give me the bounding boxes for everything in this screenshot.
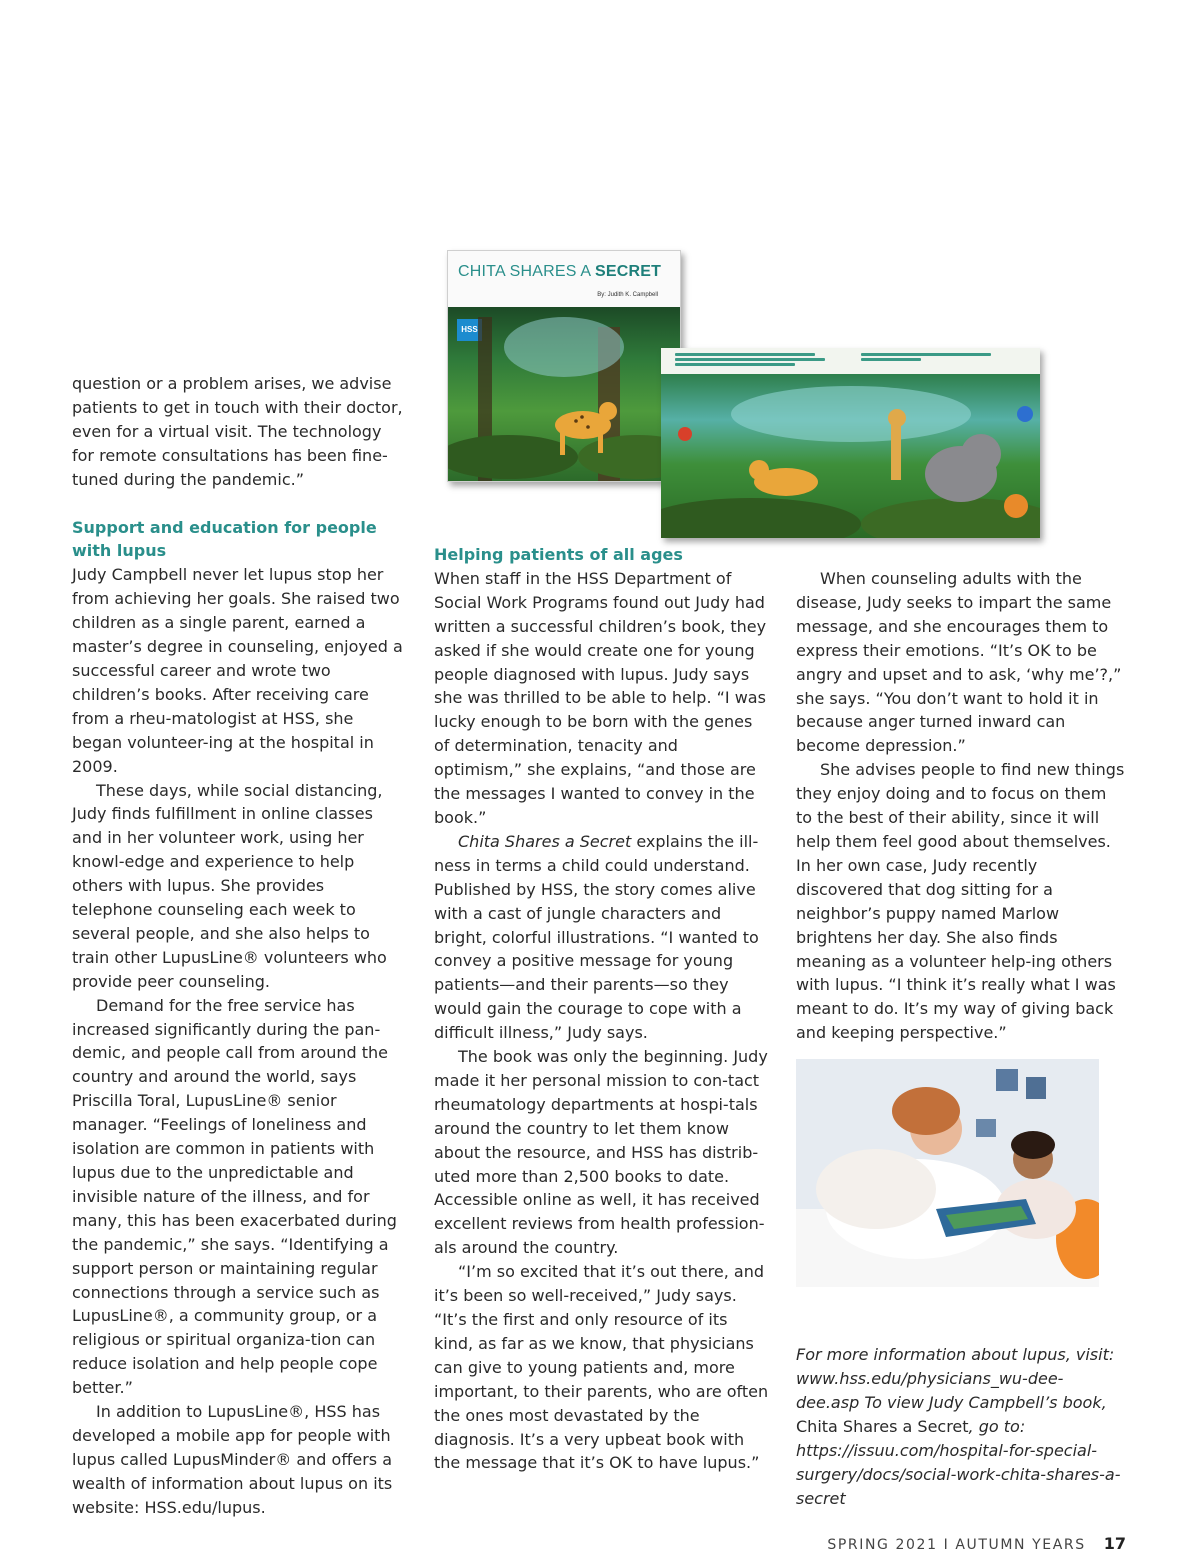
book-title: Chita Shares a Secret — [796, 1416, 969, 1436]
body-paragraph: When staff in the HSS Department of Social Work Programs found out Judy had written a successful children’s book, they asked if she would create one for young people diagnosed with lupus. Judy says she was thrilled to be able to help. “I was lucky enough to be born with the genes of determination, tenacity and optimism,” she explains, “and those are the messages I wanted to convey in the book.” — [434, 568, 767, 827]
spread-text-right — [861, 353, 1001, 371]
body-paragraph: question or a problem arises, we advise patients to get in touch with their doctor, even for a virtual visit. The technology for remote consultations has been fine-tuned during the pandemic.” — [72, 374, 403, 489]
body-paragraph: She advises people to find new things they enjoy doing and to focus on them to the best of their ability, since it will help them feel good about themselves. In her own case, Judy recently discovered that dog sitting for a neighbor’s puppy named Marlow brightens her day. She also finds meaning as a volunteer help-ing others with lupus. “I think it’s really what I was meant to do. It’s my way of giving back and keeping perspective.” — [796, 760, 1125, 1043]
publication-name: AUTUMN YEARS — [955, 1537, 1086, 1553]
body-paragraph: The book was only the beginning. Judy made it her personal mission to con-tact rheumatology departments at hospi-tals around the country to let them know about the resource, and HSS has distrib-uted more than 2,500 books to date. Accessible online as well, it has received excellent reviews from health profession-als around the country. — [434, 1047, 768, 1258]
jungle-animals-art — [661, 374, 1040, 538]
body-paragraph: When counseling adults with the disease, Judy seeks to impart the same message, and she encourages them to express their emotions. “It’s OK to be angry and upset and to ask, ‘why me’?,” she says. “You don’t want to hold it in because anger turned inward can become depression.” — [796, 569, 1122, 756]
body-paragraph: In addition to LupusLine®, HSS has developed a mobile app for people with lupus called LupusMinder® and offers a wealth of information about lupus on its website: HSS.edu/lupus. — [72, 1402, 393, 1517]
body-paragraph: Demand for the free service has increased significantly during the pan-demic, and people call from around the country and around the world, says Priscilla Toral, LupusLine® senior manager. “Feelings of loneliness and isolation are common in patients with lupus due to the unpredictable and invisible nature of the illness, and for many, this has been exacerbated during the pandemic,” she says. “Identifying a support person or maintaining regular connections through a service such as LupusLine®, a community group, or a religious or spiritual organiza-tion can reduce isolation and help people cope better.” — [72, 995, 397, 1398]
info-caption: For more information about lupus, visit: www.hss.edu/physicians_wu-dee-dee.asp To view Judy Campbell’s book, Chita Shares a Secret, go to: https://issuu.com/hospital-for-special-surgery/docs/social-work-chita-shares-a-secret — [796, 1345, 1121, 1508]
book-cover-author: By: Judith K. Campbell — [597, 292, 658, 298]
book-title: Chita Shares a Secret — [458, 831, 632, 851]
book-cover-image — [447, 250, 681, 482]
jungle-animals-illustration — [661, 374, 1040, 538]
body-paragraph: Judy Campbell never let lupus stop her from achieving her goals. She raised two children as a single parent, earned a master’s degree in counseling, enjoyed a successful career and wrote two children’s books. After receiving care from a rheu-matologist at HSS, she began volunteer-ing at the hospital in 2009. — [72, 565, 403, 776]
woman-reading-to-child-art — [796, 1059, 1099, 1287]
section-heading-support: Support and education for people with lupus — [72, 517, 377, 561]
hss-logo: HSS — [457, 319, 482, 341]
column-1 — [72, 372, 408, 1520]
spread-text-left — [675, 353, 825, 371]
body-paragraph: “I’m so excited that it’s out there, and it’s been so well-received,” Judy says. “It’s the first and only resource of its kind, as far as we know, that physicians can give to young patients and, more important, to their parents, who are often the ones most devastated by the diagnosis. It’s a very upbeat book with the message that it’s OK to have lupus.” — [434, 1262, 769, 1473]
issue-label: SPRING 2021 — [827, 1537, 938, 1553]
reading-photo — [796, 1059, 1099, 1287]
body-paragraph: These days, while social distancing, Judy finds fulfillment in online classes and in her volunteer work, using her knowl-edge and experience to help others with lupus. She provides telephone counseling each week to several people, and she also helps to train other LupusLine® volunteers who provide peer counseling. — [72, 780, 387, 991]
section-heading-helping: Helping patients of all ages — [434, 545, 683, 564]
page-footer — [827, 1534, 1126, 1553]
column-3 — [796, 567, 1126, 1510]
jungle-illustration — [448, 307, 680, 481]
cheetah-scene-art — [448, 307, 680, 481]
body-paragraph: Chita Shares a Secret explains the ill-ness in terms a child could understand. Published by HSS, the story comes alive with a cast of jungle characters and bright, colorful illustrations. “I wanted to convey a positive message for young patients—and their parents—so they would gain the courage to cope with a difficult illness,” Judy says. — [434, 831, 759, 1043]
page-number: 17 — [1103, 1534, 1126, 1553]
book-spread-image — [661, 348, 1040, 538]
footer-separator: I — [943, 1537, 950, 1553]
column-2 — [434, 543, 770, 1475]
book-cover-title: CHITA SHARES A SECRET — [458, 263, 662, 280]
